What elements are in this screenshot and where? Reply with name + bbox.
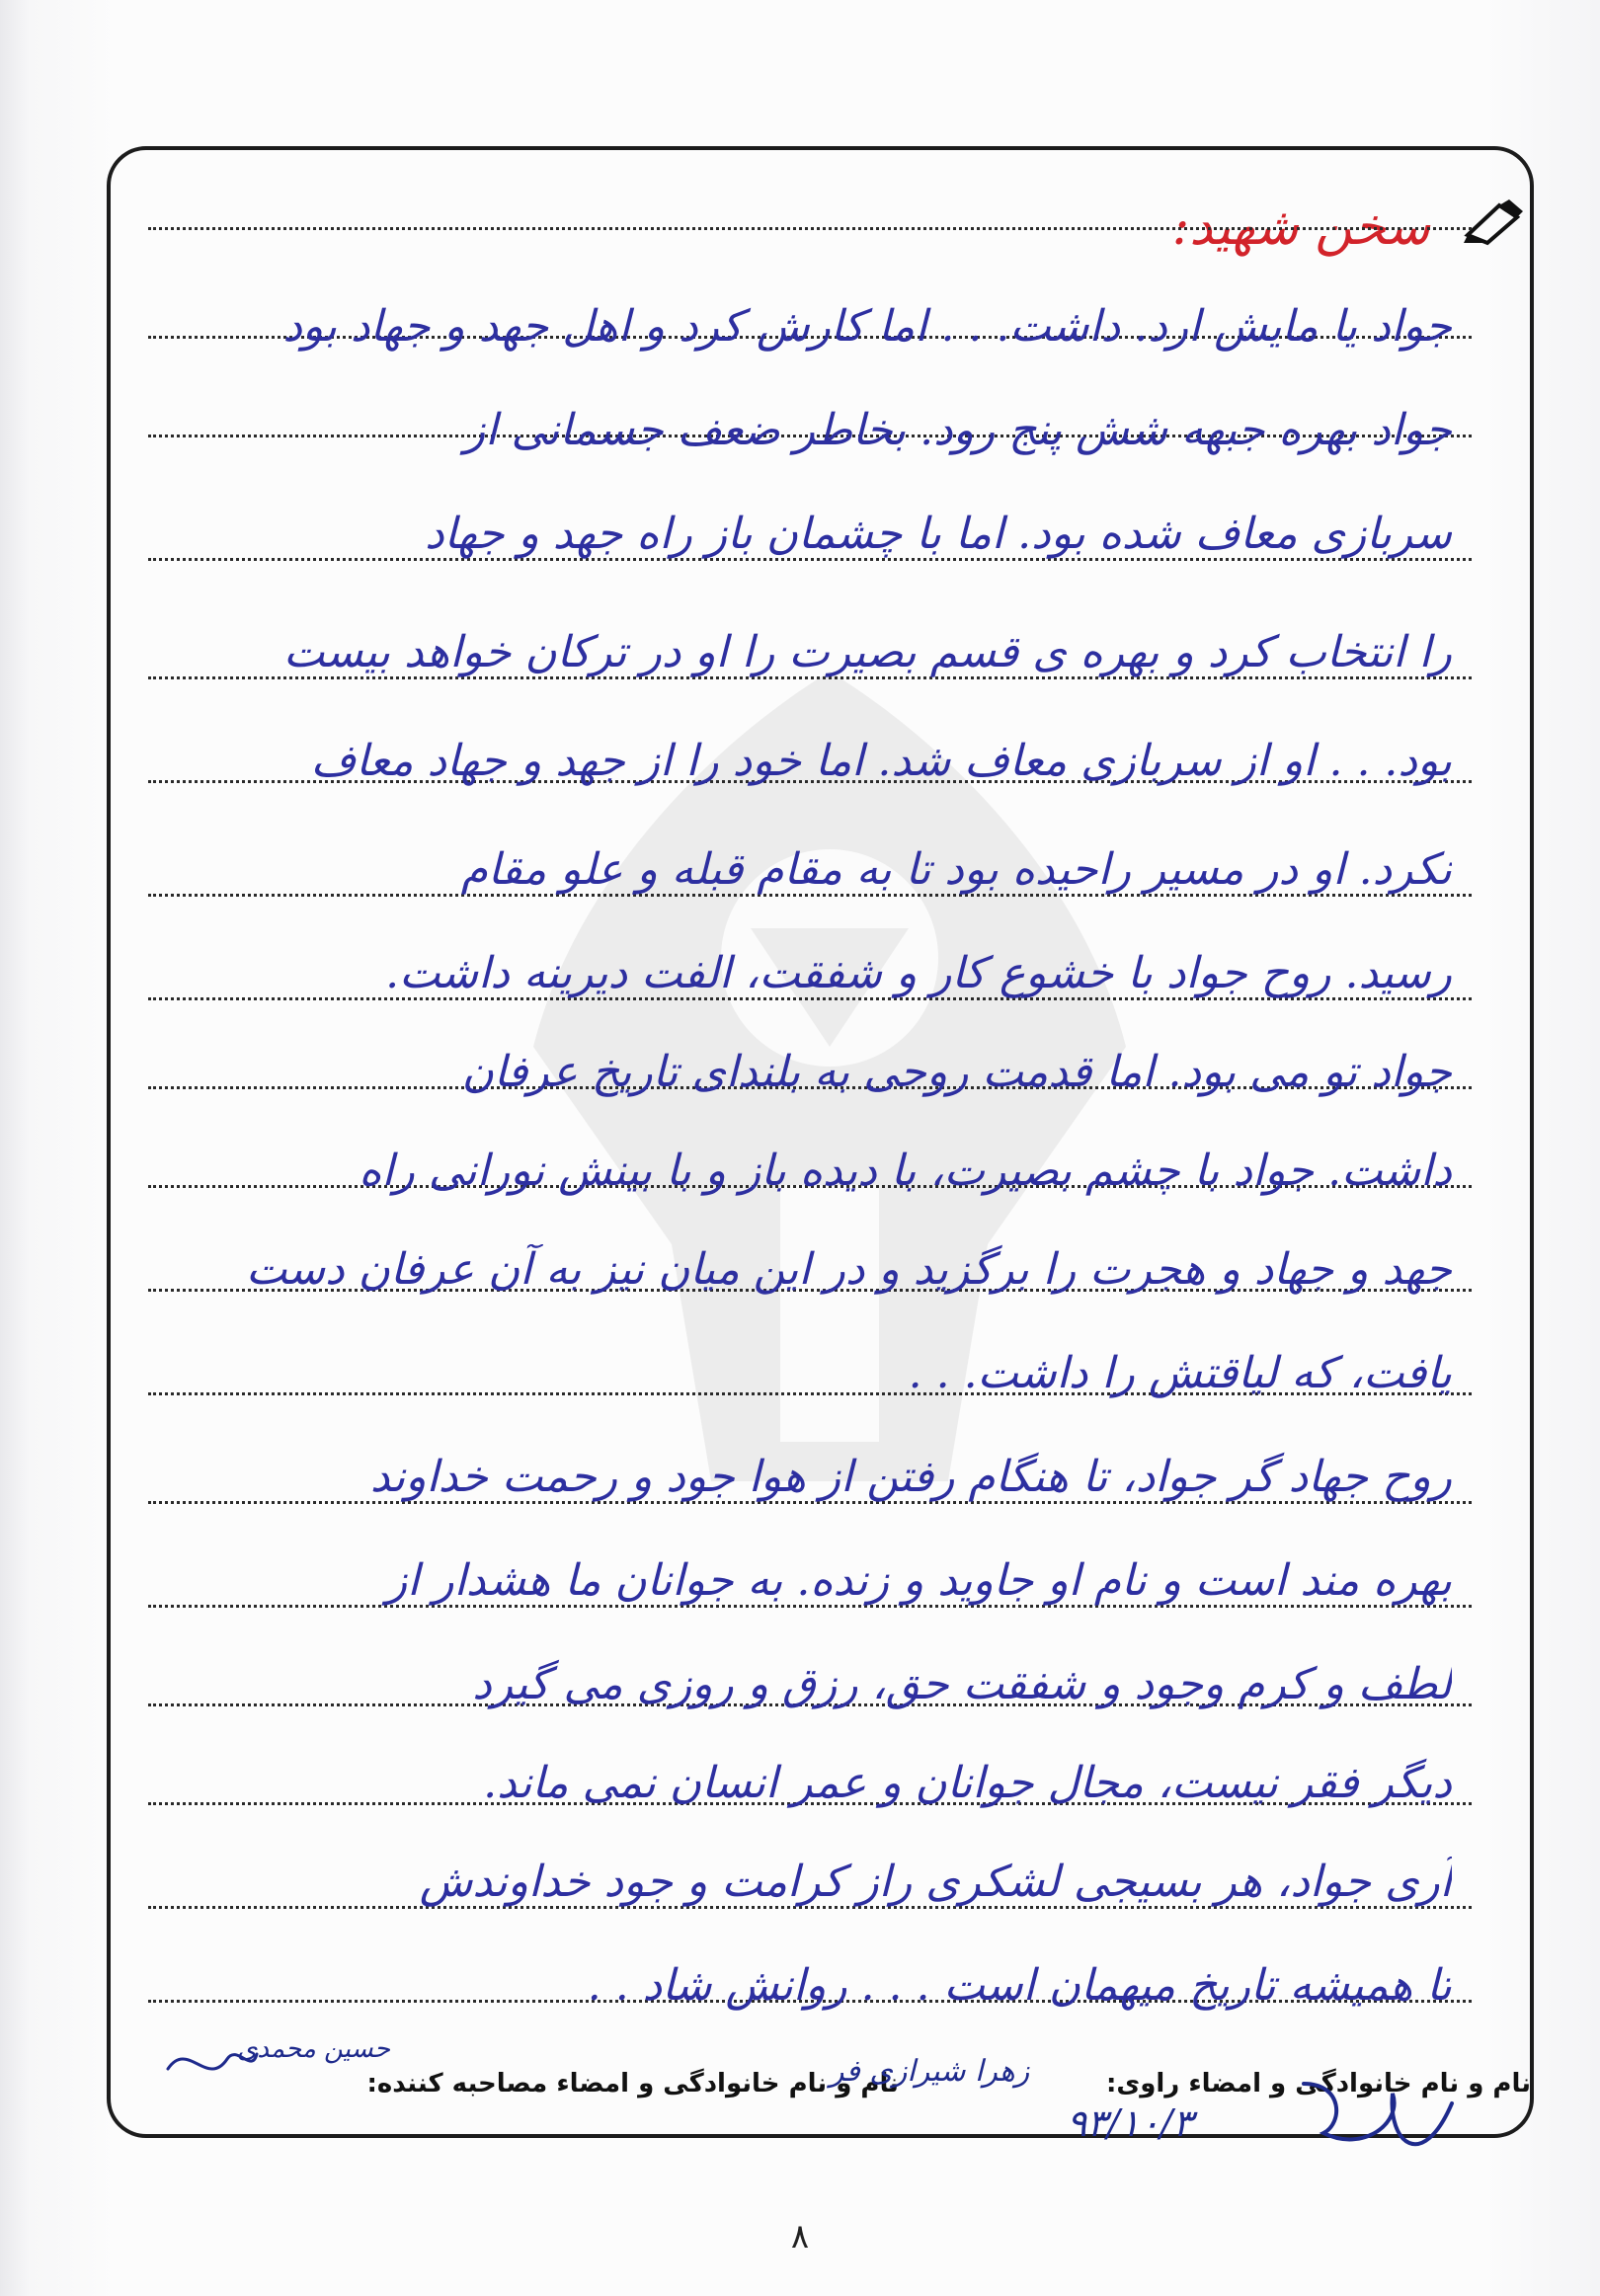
handwritten-line: بهره مند است و نام او جاوید و زنده. به جوانان ما هشدار از: [385, 1555, 1452, 1606]
handwritten-line: جهد و جهاد و هجرت را برگزید و در این میان نیز به آن عرفان دست: [246, 1244, 1452, 1295]
narrator-signature-name: حسین محمدی: [237, 2034, 390, 2064]
ruled-line: [148, 227, 1472, 230]
handwritten-line: جواد یا مایش ارد. داشت. . . اما کارش کرد و اهل جهد و جهاد بود: [282, 301, 1452, 352]
handwritten-line: جواد بهره جبهه شش پنج رود. بخاطر ضعف جسمانی از: [464, 405, 1452, 455]
handwritten-line: جواد تو می بود. اما قدمت روحی به بلندای تاریخ عرفان: [461, 1047, 1452, 1097]
handwritten-line: لطف و کرم وجود و شفقت حق، رزق و روزی می گیرد: [472, 1659, 1452, 1709]
handwritten-line: تا همیشه تاریخ میهمان است . . . روانش شاد . .: [587, 1960, 1452, 2011]
handwritten-signature: [1284, 2064, 1481, 2192]
narrator-label: نام و نام خانوادگی و امضاء راوی:: [1106, 2069, 1531, 2098]
handwritten-line: بود. . . او از سربازی معاف شد. اما خود را از جهد و جهاد معاف: [310, 736, 1452, 786]
handwritten-line: سربازی معاف شده بود. اما با چشمان باز راه جهد و جهاد: [425, 509, 1452, 559]
handwritten-line: نکرد. او در مسیر راحیده بود تا به مقام قبله و علو مقام: [460, 844, 1452, 895]
interviewer-label: نام و نام خانوادگی و امضاء مصاحبه کننده:: [366, 2069, 899, 2098]
narrator-signature-scribble: [158, 2029, 267, 2098]
signature-date: ۹۳/۱۰/۳: [1067, 2101, 1193, 2145]
handwritten-line: را انتخاب کرد و بهره ی قسم بصیرت را او در ترکان خواهد بیست: [283, 627, 1452, 677]
page-heading: سخن شهید:: [1171, 198, 1430, 257]
handwritten-line: داشت. جواد با چشم بصیرت، با دیده باز و با بینش نورانی راه: [359, 1146, 1452, 1196]
interviewer-signature-name: زهرا شیرازی فر: [830, 2054, 1030, 2089]
pen-icon: [1460, 198, 1529, 247]
handwritten-line: آری جواد، هر بسیجی لشکری راز کرامت و جود خداوندش: [419, 1857, 1452, 1907]
handwritten-line: یافت، که لیاقتش را داشت. . .: [908, 1348, 1452, 1398]
handwritten-line: روح جهاد گر جواد، تا هنگام رفتن از هوا جود و رحمت خداوند: [369, 1452, 1452, 1502]
page-number: ۸: [790, 2217, 810, 2256]
handwritten-line: رسید. روح جواد با خشوع کار و شفقت، الفت دیرینه داشت.: [385, 948, 1452, 998]
handwritten-line: دیگر فقر نیست، مجال جوانان و عمر انسان نمی ماند.: [483, 1758, 1452, 1808]
